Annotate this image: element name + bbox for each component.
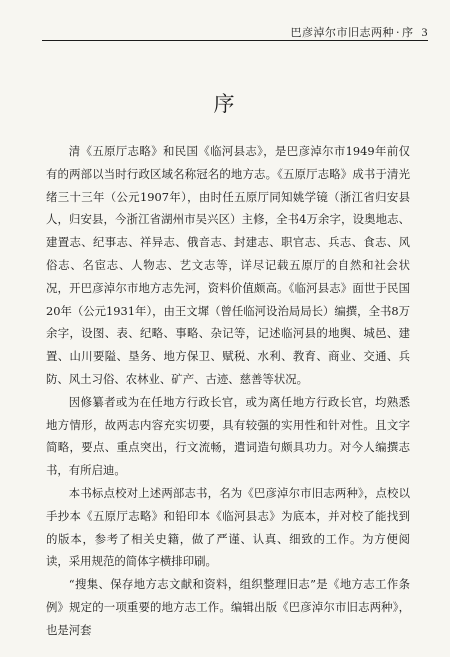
- chapter-title: 序: [213, 92, 237, 116]
- running-head: [291, 24, 429, 40]
- running-head-separator: ·: [396, 26, 400, 39]
- paragraph-2: 因修纂者或为在任地方行政长官，或为离任地方行政长官，均熟悉地方情形，故两志内容充实切要，具有较强的实用性和针对性。且文字简略，要点、重点突出，行文流畅，遣词造句颇具功力。对今人编撰志书，有所启迪。: [46, 394, 410, 478]
- paragraph-1: 清《五原厅志略》和民国《临河县志》，是巴彦淖尔市1949年前仅有的两部以当时行政区域名称冠名的地方志。《五原厅志略》成书于清光绪三十三年（公元1907年），由时任五原厅同知姚学镜（浙江省归安县人，归安县，今浙江省湖州市吴兴区）主修，全书4万余字，设奥地志、建置志、纪事志、祥异志、俄音志、封建志、职官志、兵志、食志、风俗志、名宦志、人物志、艺文志等，详尽记载五原厅的自然和社会状况，开巴彦淖尔市地方志先河，资料价值颇高。《临河县志》面世于民国20年（公元1931年），由王文墀（曾任临河设治局局长）编撰，全书8万余字，设图、表、纪略、事略、杂记等，记述临河县的地舆、城邑、建置、山川要隘、垦务、地方保卫、赋税、水利、教育、商业、交通、兵防、风土习俗、农林业、矿产、古迹、慈善等状况。: [46, 144, 410, 386]
- paragraph-4: “搜集、保存地方志文献和资料，组织整理旧志”是《地方志工作条例》规定的一项重要的地方志工作。编辑出版《巴彦淖尔市旧志两种》，也是河套: [46, 577, 410, 637]
- running-head-section: 序: [402, 26, 414, 39]
- body-text: [46, 140, 410, 642]
- running-head-title: 巴彦淖尔市旧志两种: [290, 26, 394, 39]
- header-rule: [42, 40, 428, 41]
- paragraph-3: 本书标点校对上述两部志书，名为《巴彦淖尔市旧志两种》，点校以手抄本《五原厅志略》和铅印本《临河县志》为底本，并对校了能找到的版本，参考了相关史籍，做了严谨、认真、细致的工作。为方便阅读，采用规范的简体字横排印刷。: [46, 485, 410, 569]
- page-number: 3: [421, 25, 428, 39]
